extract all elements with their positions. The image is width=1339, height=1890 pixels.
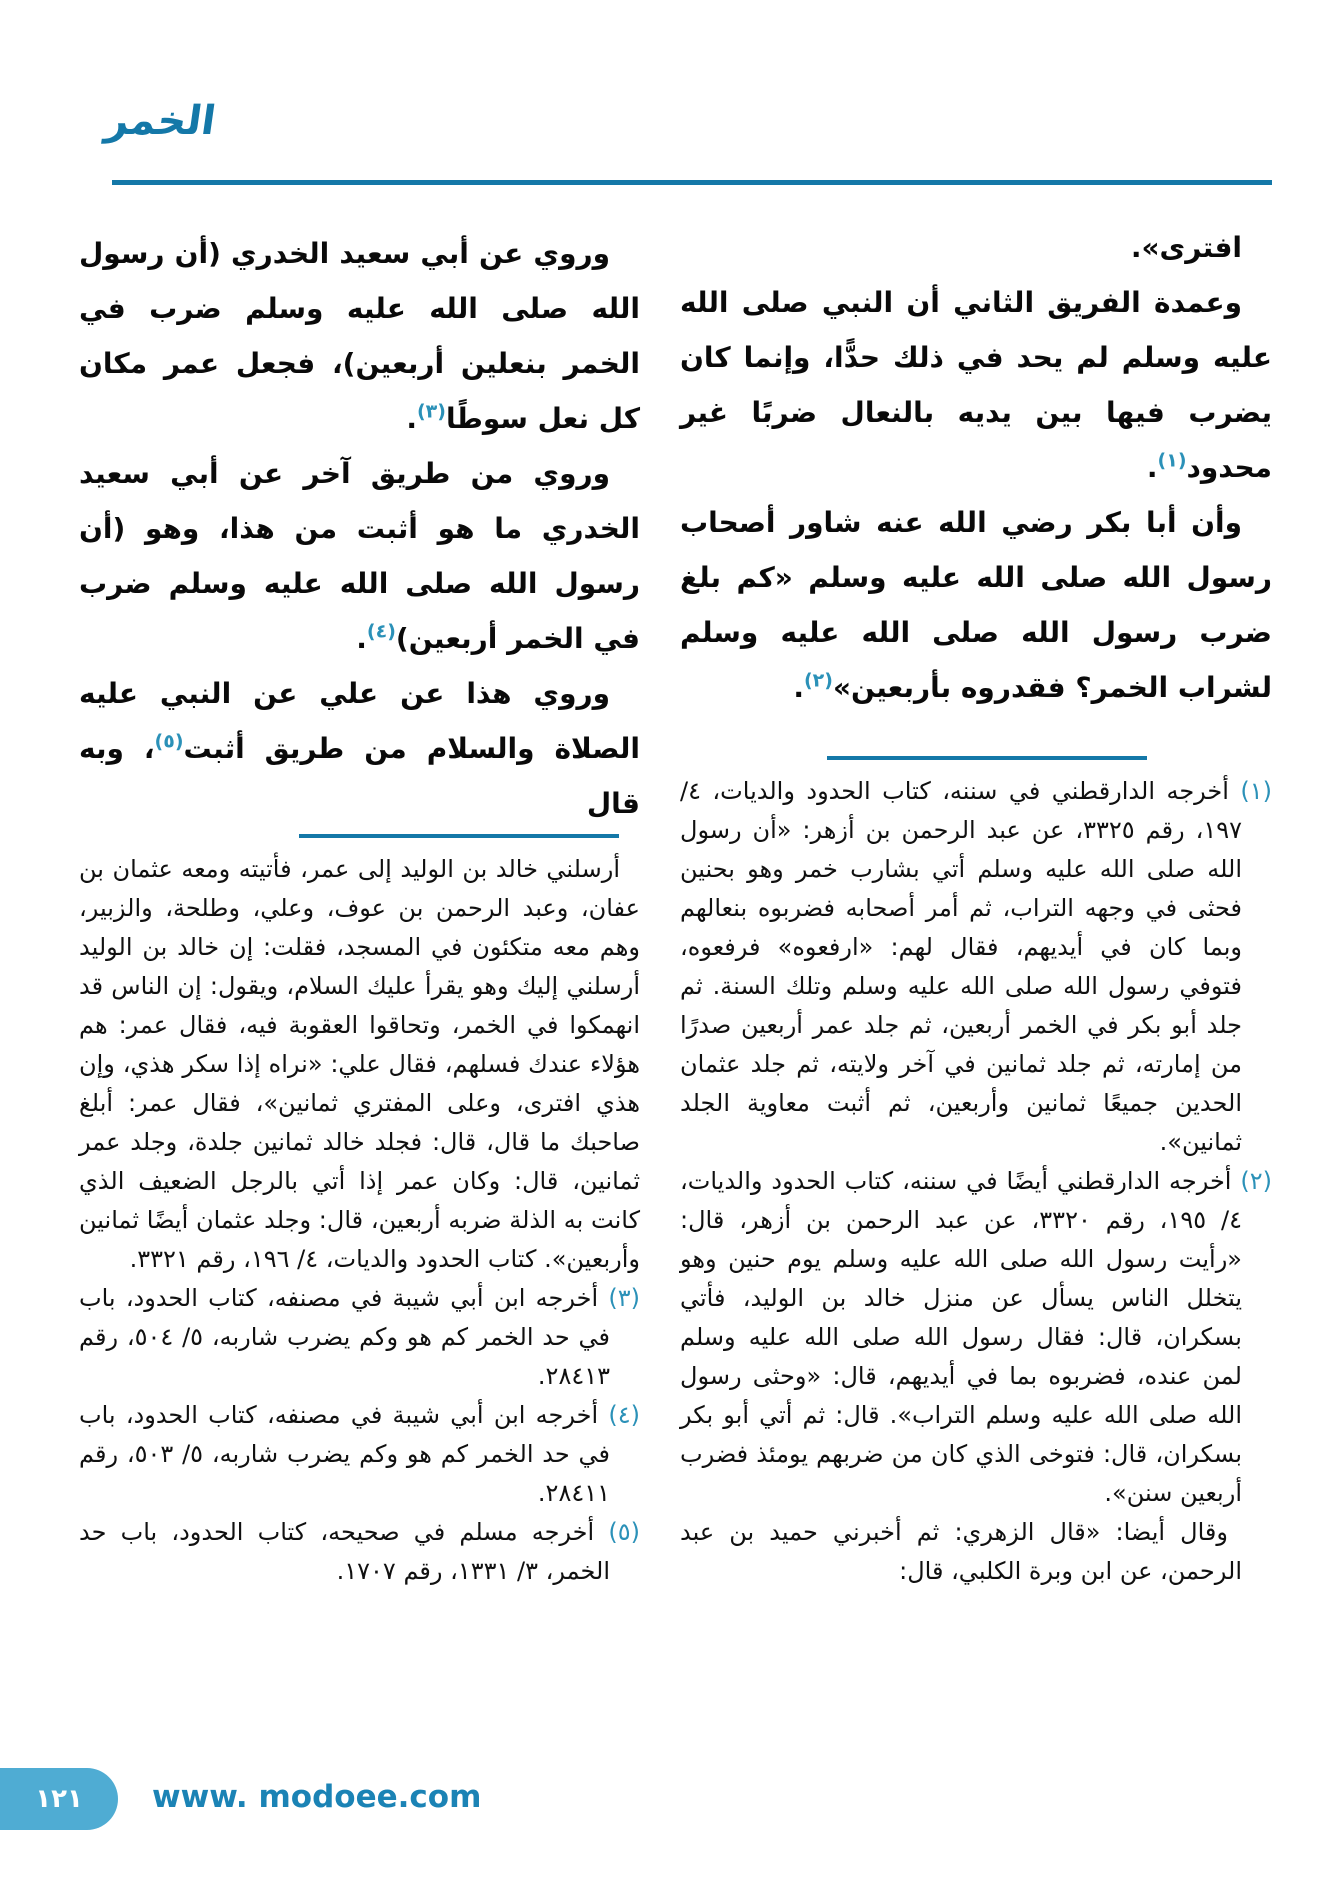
paragraph-text: . — [1146, 451, 1158, 484]
paragraph — [79, 666, 640, 831]
paragraph-text: وأن أبا بكر رضي الله عنه شاور أصحاب رسول الله صلى الله عليه وسلم «كم بلغ ضرب رسول الله صلى الله عليه وسلم لشراب الخمر؟ فقدروه بأربعين» — [680, 506, 1272, 704]
paragraph-text: وروي هذا عن علي عن النبي عليه الصلاة والسلام من طريق أثبت — [79, 677, 640, 765]
footnote-number: (٥) — [608, 1518, 640, 1546]
footnote-ref: (٥) — [154, 730, 184, 753]
paragraph-text: . — [406, 402, 417, 435]
footnotes-right — [680, 772, 1272, 1591]
header-rule — [112, 180, 1272, 185]
footnote-ref: (٣) — [416, 400, 446, 423]
footnote-ref: (١) — [1157, 449, 1187, 472]
footnote-text: أخرجه مسلم في صحيحه، كتاب الحدود، باب حد الخمر، ٣/ ١٣٣١، رقم ١٧٠٧. — [79, 1518, 610, 1585]
footnote-separator-right — [827, 756, 1147, 760]
footnote-number: (٣) — [608, 1284, 640, 1312]
footnote-item — [79, 1396, 640, 1513]
footnote-continuation: أرسلني خالد بن الوليد إلى عمر، فأتيته ومعه عثمان بن عفان، وعبد الرحمن بن عوف، وعلي، وطلحة، والزبير، وهم معه متكئون في المسجد، فقلت: إن خالد بن الوليد أرسلني إليك وهو يقرأ عليك السلام، ويقول: إن الناس قد انهمكوا في الخمر، وتحاقوا العقوبة فيه، فقال عمر: هم هؤلاء عندك فسلهم، فقال علي: «نراه إذا سكر هذي، وإن هذي افترى، وعلى المفتري ثمانين»، فقال عمر: أبلغ صاحبك ما قال، قال: فجلد خالد ثمانين جلدة، وجلد عمر ثمانين، قال: وكان عمر إذا أتي بالرجل الضعيف الذي كانت به الذلة ضربه أربعين، قال: وجلد عثمان أيضًا ثمانين وأربعين». كتاب الحدود والديات، ٤/ ١٩٦، رقم ٣٣٢١. — [79, 855, 640, 1273]
main-column-right — [680, 220, 1272, 715]
footnote-text-continuation: وقال أيضا: «قال الزهري: ثم أخبرني حميد بن عبد الرحمن، عن ابن وبرة الكلبي، قال: — [680, 1518, 1242, 1585]
footnote-text: أخرجه ابن أبي شيبة في مصنفه، كتاب الحدود، باب في حد الخمر كم هو وكم يضرب شاربه، ٥/ ٥٠٣، رقم ٢٨٤١١. — [79, 1401, 611, 1507]
website-url: www. modoee.com — [152, 1779, 482, 1815]
paragraph-text: ، وبه قال — [79, 732, 640, 820]
paragraph — [680, 220, 1272, 275]
footnote-number: (١) — [1240, 777, 1272, 805]
paragraph — [680, 275, 1272, 495]
footnote-number: (٢) — [1240, 1167, 1272, 1195]
main-column-left — [79, 226, 640, 831]
paragraph-text: . — [793, 671, 804, 704]
footnote-text: أخرجه الدارقطني أيضًا في سننه، كتاب الحدود والديات، ٤/ ١٩٥، رقم ٣٣٢٠، عن عبد الرحمن بن أزهر، قال: «رأيت رسول الله صلى الله عليه وسلم يوم حنين وهو يتخلل الناس يسأل عن منزل خالد بن الوليد، فأتي بسكران، قال: فقال رسول الله صلى الله عليه وسلم لمن عنده، فضربوه بما في أيديهم، قال: «وحثى رسول الله صلى الله عليه وسلم التراب». قال: ثم أتي أبو بكر بسكران، قال: فتوخى الذي كان من ضربهم يومئذ فضرب أربعين سنن». — [680, 1167, 1242, 1507]
paragraph — [79, 446, 640, 666]
page-number: ١٢١ — [35, 1784, 83, 1814]
footnote-item — [79, 1279, 640, 1396]
footnote-item — [79, 1513, 640, 1591]
footnote-text: أخرجه ابن أبي شيبة في مصنفه، كتاب الحدود، باب في حد الخمر كم هو وكم يضرب شاربه، ٥/ ٥٠٤، رقم ٢٨٤١٣. — [79, 1284, 611, 1390]
paragraph — [79, 226, 640, 446]
footnote-item — [680, 772, 1272, 1162]
footnote-text: أخرجه الدارقطني في سننه، كتاب الحدود والديات، ٤/ ١٩٧، رقم ٣٣٢٥، عن عبد الرحمن بن أزهر: «أن رسول الله صلى الله عليه وسلم أتي بشارب خمر وهو بحنين فحثى في وجهه التراب، ثم أمر أصحابه فضربوه بنعالهم وبما كان في أيديهم، فقال لهم: «ارفعوه» فرفعوه، فتوفي رسول الله صلى الله عليه وسلم وتلك السنة. ثم جلد أبو بكر في الخمر أربعين، ثم جلد عمر أربعين صدرًا من إمارته، ثم جلد ثمانين في آخر ولايته، ثم جلد عثمان الحدين جميعًا ثمانين وأربعين، ثم أثبت معاوية الجلد ثمانين». — [680, 777, 1242, 1156]
paragraph-text: افترى». — [1130, 231, 1242, 264]
paragraph-text: وروي عن أبي سعيد الخدري (أن رسول الله صلى الله عليه وسلم ضرب في الخمر بنعلين أربعين)، فجعل عمر مكان كل نعل سوطًا — [79, 237, 640, 435]
footnote-ref: (٤) — [366, 620, 396, 643]
page-number-tab — [0, 1768, 118, 1830]
paragraph — [680, 495, 1272, 715]
footnote-number: (٤) — [608, 1401, 640, 1429]
paragraph-text: وروي من طريق آخر عن أبي سعيد الخدري ما هو أثبت من هذا، وهو (أن رسول الله صلى الله عليه وسلم ضرب في الخمر أربعين) — [79, 457, 640, 655]
footnote-separator-left — [299, 834, 619, 838]
footnote-item — [680, 1162, 1272, 1513]
paragraph-text: وعمدة الفريق الثاني أن النبي صلى الله عليه وسلم لم يحد في ذلك حدًّا، وإنما كان يضرب فيها بين يديه بالنعال ضربًا غير محدود — [680, 286, 1272, 484]
footnote-ref: (٢) — [803, 669, 833, 692]
footnotes-left — [79, 850, 640, 1591]
paragraph-text: . — [356, 622, 367, 655]
page-title: الخمر — [102, 98, 219, 144]
